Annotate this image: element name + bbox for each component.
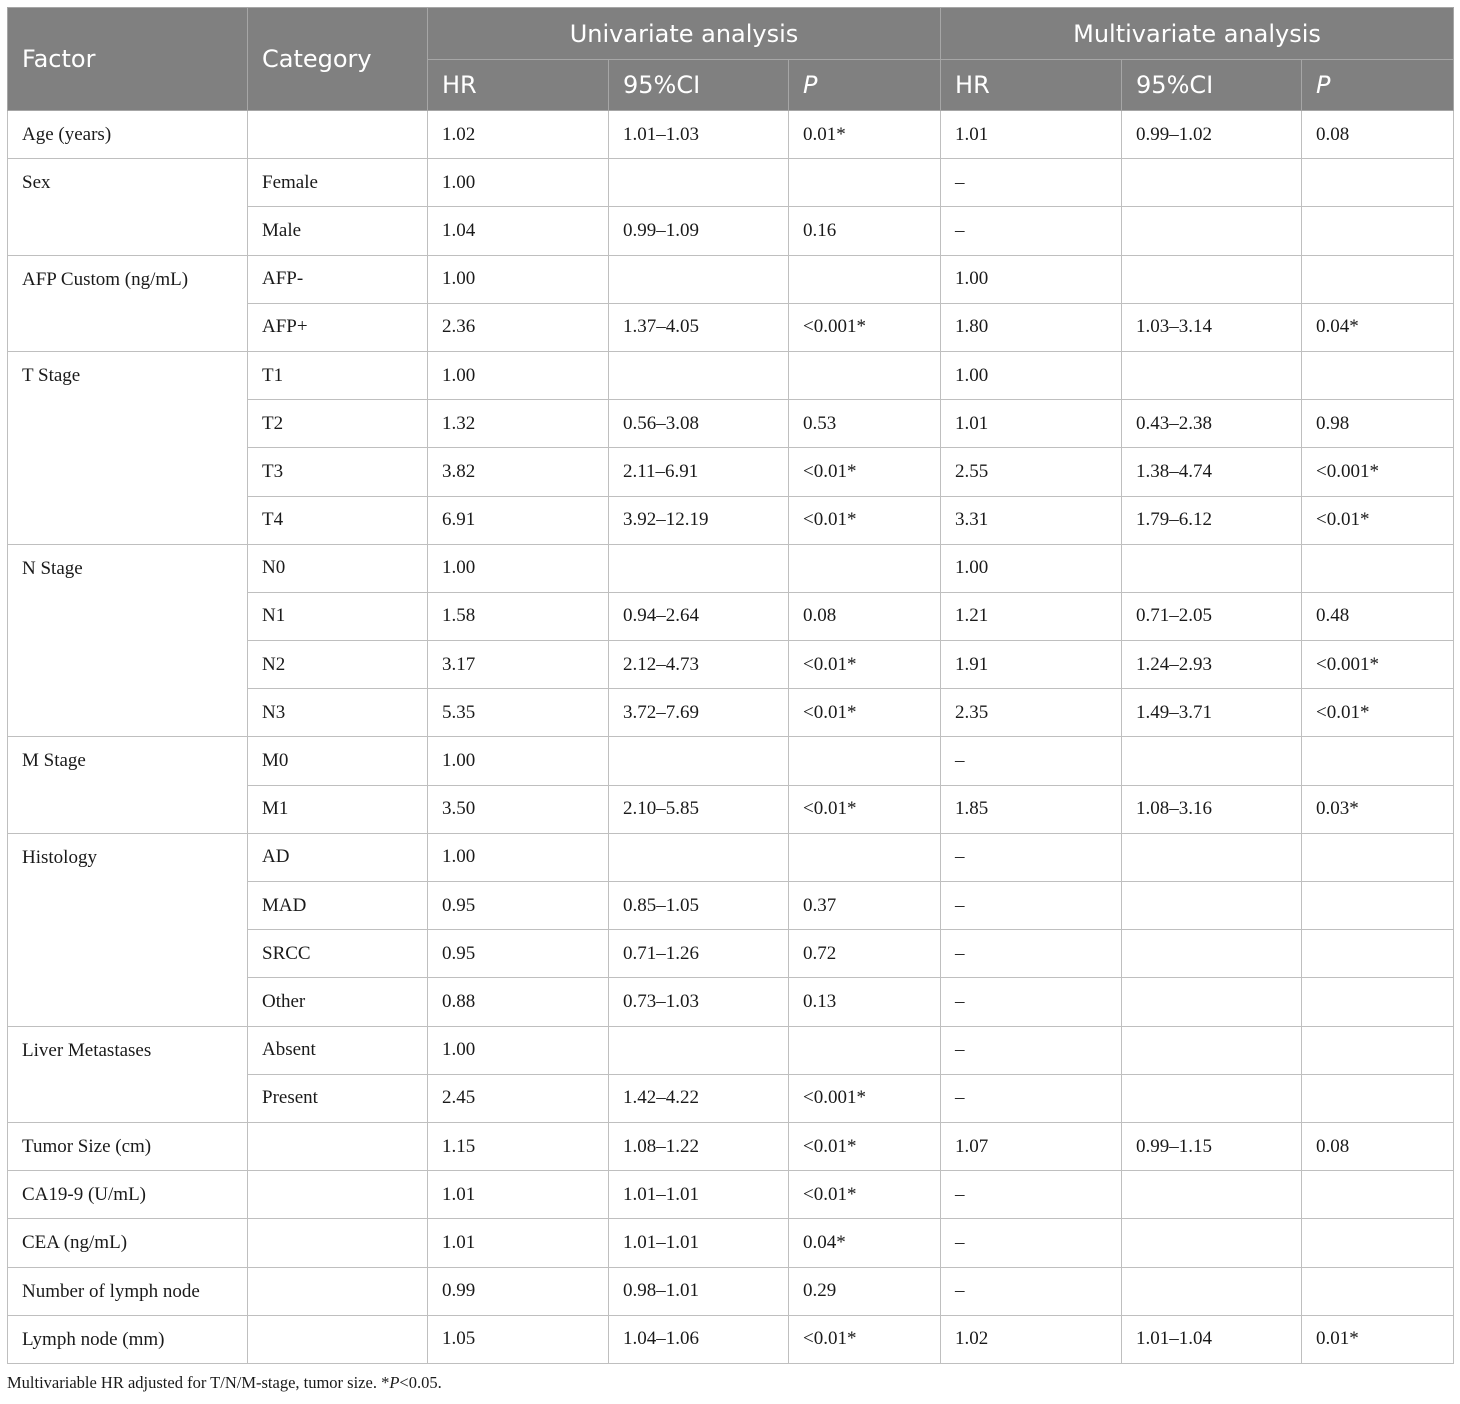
category-cell: AFP- — [248, 255, 428, 303]
category-cell: Male — [248, 207, 428, 255]
univariate-ci-cell — [609, 351, 789, 399]
univariate-ci-cell: 3.72–7.69 — [609, 689, 789, 737]
table-row — [8, 737, 1454, 785]
multivariate-ci-cell — [1122, 207, 1302, 255]
category-cell: T3 — [248, 448, 428, 496]
multivariate-p-cell — [1302, 1267, 1454, 1315]
multivariate-hr-cell: – — [941, 1219, 1122, 1267]
multivariate-hr-cell: 1.21 — [941, 592, 1122, 640]
multivariate-hr-cell: 1.00 — [941, 255, 1122, 303]
multivariate-p-cell: 0.98 — [1302, 400, 1454, 448]
multivariate-p-cell: <0.001* — [1302, 641, 1454, 689]
multivariate-p-cell: <0.01* — [1302, 689, 1454, 737]
category-cell: Absent — [248, 1026, 428, 1074]
category-cell: M0 — [248, 737, 428, 785]
table-header — [8, 8, 1454, 111]
univariate-ci-cell: 0.56–3.08 — [609, 400, 789, 448]
header-multivariate-ci: 95%CI — [1122, 60, 1302, 111]
univariate-ci-cell — [609, 255, 789, 303]
univariate-hr-cell: 2.36 — [428, 303, 609, 351]
header-univariate-ci: 95%CI — [609, 60, 789, 111]
univariate-hr-cell: 1.00 — [428, 255, 609, 303]
multivariate-hr-cell: 1.01 — [941, 400, 1122, 448]
multivariate-ci-cell — [1122, 255, 1302, 303]
multivariate-hr-cell: 1.00 — [941, 544, 1122, 592]
univariate-p-cell: <0.01* — [789, 1171, 941, 1219]
multivariate-ci-cell: 0.99–1.15 — [1122, 1122, 1302, 1170]
multivariate-ci-cell — [1122, 737, 1302, 785]
univariate-hr-cell: 0.95 — [428, 882, 609, 930]
factor-cell: Sex — [8, 159, 248, 255]
univariate-p-cell: <0.01* — [789, 1122, 941, 1170]
table-row — [8, 1122, 1454, 1170]
multivariate-hr-cell: 1.02 — [941, 1315, 1122, 1363]
footnote-p-symbol: P — [389, 1373, 400, 1392]
univariate-p-cell — [789, 833, 941, 881]
multivariate-hr-cell: 3.31 — [941, 496, 1122, 544]
univariate-p-cell: 0.29 — [789, 1267, 941, 1315]
multivariate-hr-cell: – — [941, 1074, 1122, 1122]
category-cell: T2 — [248, 400, 428, 448]
univariate-ci-cell: 2.11–6.91 — [609, 448, 789, 496]
header-multivariate: Multivariate analysis — [941, 8, 1454, 60]
univariate-hr-cell: 1.32 — [428, 400, 609, 448]
table-row — [8, 1219, 1454, 1267]
univariate-hr-cell: 2.45 — [428, 1074, 609, 1122]
multivariate-hr-cell: – — [941, 1267, 1122, 1315]
category-cell: AD — [248, 833, 428, 881]
category-cell: N3 — [248, 689, 428, 737]
univariate-hr-cell: 1.00 — [428, 159, 609, 207]
multivariate-p-cell — [1302, 207, 1454, 255]
univariate-ci-cell: 2.10–5.85 — [609, 785, 789, 833]
univariate-p-cell: 0.08 — [789, 592, 941, 640]
univariate-p-cell — [789, 351, 941, 399]
header-univariate-p: P — [789, 60, 941, 111]
univariate-ci-cell: 0.99–1.09 — [609, 207, 789, 255]
univariate-hr-cell: 1.05 — [428, 1315, 609, 1363]
multivariate-hr-cell: – — [941, 978, 1122, 1026]
category-cell — [248, 111, 428, 159]
factor-cell: T Stage — [8, 351, 248, 544]
multivariate-p-cell — [1302, 255, 1454, 303]
category-cell: SRCC — [248, 930, 428, 978]
univariate-hr-cell: 1.00 — [428, 833, 609, 881]
univariate-p-cell: <0.001* — [789, 1074, 941, 1122]
univariate-hr-cell: 6.91 — [428, 496, 609, 544]
univariate-p-cell: <0.01* — [789, 641, 941, 689]
table-row — [8, 111, 1454, 159]
univariate-ci-cell: 1.37–4.05 — [609, 303, 789, 351]
factor-cell: Liver Metastases — [8, 1026, 248, 1122]
multivariate-ci-cell — [1122, 351, 1302, 399]
category-cell: N0 — [248, 544, 428, 592]
univariate-hr-cell: 1.04 — [428, 207, 609, 255]
univariate-ci-cell: 1.01–1.01 — [609, 1171, 789, 1219]
multivariate-p-cell — [1302, 930, 1454, 978]
multivariate-hr-cell: 1.80 — [941, 303, 1122, 351]
multivariate-ci-cell — [1122, 978, 1302, 1026]
category-cell — [248, 1219, 428, 1267]
factor-cell: M Stage — [8, 737, 248, 833]
multivariate-hr-cell: 1.00 — [941, 351, 1122, 399]
multivariate-ci-cell: 1.24–2.93 — [1122, 641, 1302, 689]
univariate-hr-cell: 3.50 — [428, 785, 609, 833]
header-category: Category — [248, 8, 428, 111]
multivariate-ci-cell: 1.01–1.04 — [1122, 1315, 1302, 1363]
multivariate-p-cell — [1302, 833, 1454, 881]
univariate-p-cell: <0.001* — [789, 303, 941, 351]
factor-cell: AFP Custom (ng/mL) — [8, 255, 248, 351]
category-cell — [248, 1122, 428, 1170]
univariate-p-cell: 0.72 — [789, 930, 941, 978]
multivariate-ci-cell: 1.38–4.74 — [1122, 448, 1302, 496]
header-factor: Factor — [8, 8, 248, 111]
multivariate-p-cell: 0.48 — [1302, 592, 1454, 640]
category-cell — [248, 1315, 428, 1363]
multivariate-hr-cell: – — [941, 159, 1122, 207]
category-cell: Present — [248, 1074, 428, 1122]
multivariate-p-cell — [1302, 1219, 1454, 1267]
category-cell: AFP+ — [248, 303, 428, 351]
factor-cell: Tumor Size (cm) — [8, 1122, 248, 1170]
multivariate-hr-cell: 1.07 — [941, 1122, 1122, 1170]
univariate-ci-cell: 1.01–1.01 — [609, 1219, 789, 1267]
univariate-hr-cell: 0.88 — [428, 978, 609, 1026]
multivariate-p-cell: 0.08 — [1302, 1122, 1454, 1170]
header-multivariate-p: P — [1302, 60, 1454, 111]
multivariate-hr-cell: – — [941, 930, 1122, 978]
table-footnote — [7, 1373, 442, 1393]
footnote-threshold: <0.05. — [399, 1373, 442, 1392]
univariate-hr-cell: 1.00 — [428, 1026, 609, 1074]
univariate-p-cell: <0.01* — [789, 448, 941, 496]
univariate-p-cell — [789, 544, 941, 592]
univariate-p-cell: 0.16 — [789, 207, 941, 255]
table-row — [8, 351, 1454, 399]
univariate-hr-cell: 5.35 — [428, 689, 609, 737]
multivariate-p-cell — [1302, 1074, 1454, 1122]
multivariate-ci-cell — [1122, 1219, 1302, 1267]
univariate-hr-cell: 3.82 — [428, 448, 609, 496]
univariate-p-cell: <0.01* — [789, 785, 941, 833]
multivariate-ci-cell — [1122, 1026, 1302, 1074]
multivariate-ci-cell — [1122, 833, 1302, 881]
univariate-ci-cell: 0.71–1.26 — [609, 930, 789, 978]
category-cell — [248, 1171, 428, 1219]
category-cell: MAD — [248, 882, 428, 930]
univariate-p-cell: 0.13 — [789, 978, 941, 1026]
univariate-ci-cell: 1.08–1.22 — [609, 1122, 789, 1170]
category-cell — [248, 1267, 428, 1315]
footnote-text: Multivariable HR adjusted for T/N/M-stage, tumor size. * — [7, 1373, 390, 1392]
table-row — [8, 544, 1454, 592]
univariate-p-cell — [789, 1026, 941, 1074]
multivariate-ci-cell — [1122, 544, 1302, 592]
multivariate-ci-cell: 0.99–1.02 — [1122, 111, 1302, 159]
multivariate-ci-cell — [1122, 882, 1302, 930]
multivariate-ci-cell — [1122, 159, 1302, 207]
multivariate-ci-cell — [1122, 1171, 1302, 1219]
univariate-hr-cell: 1.00 — [428, 351, 609, 399]
univariate-hr-cell: 1.15 — [428, 1122, 609, 1170]
multivariate-ci-cell — [1122, 1267, 1302, 1315]
factor-cell: N Stage — [8, 544, 248, 737]
univariate-ci-cell: 1.01–1.03 — [609, 111, 789, 159]
multivariate-hr-cell: 1.01 — [941, 111, 1122, 159]
category-cell: N2 — [248, 641, 428, 689]
table-body — [8, 111, 1454, 1364]
table-row — [8, 159, 1454, 207]
univariate-p-cell: <0.01* — [789, 1315, 941, 1363]
univariate-ci-cell: 1.42–4.22 — [609, 1074, 789, 1122]
multivariate-p-cell — [1302, 544, 1454, 592]
table-row — [8, 255, 1454, 303]
univariate-ci-cell — [609, 544, 789, 592]
multivariate-p-cell — [1302, 351, 1454, 399]
univariate-ci-cell: 0.98–1.01 — [609, 1267, 789, 1315]
factor-cell: Lymph node (mm) — [8, 1315, 248, 1363]
multivariate-ci-cell: 1.49–3.71 — [1122, 689, 1302, 737]
header-univariate: Univariate analysis — [428, 8, 941, 60]
univariate-p-cell: <0.01* — [789, 689, 941, 737]
multivariate-hr-cell: 1.85 — [941, 785, 1122, 833]
multivariate-hr-cell: – — [941, 1026, 1122, 1074]
univariate-hr-cell: 3.17 — [428, 641, 609, 689]
table-row — [8, 1315, 1454, 1363]
multivariate-ci-cell — [1122, 1074, 1302, 1122]
multivariate-p-cell: 0.03* — [1302, 785, 1454, 833]
multivariate-p-cell: 0.04* — [1302, 303, 1454, 351]
multivariate-hr-cell: – — [941, 207, 1122, 255]
category-cell: T1 — [248, 351, 428, 399]
category-cell: Other — [248, 978, 428, 1026]
univariate-p-cell — [789, 255, 941, 303]
multivariate-ci-cell: 0.71–2.05 — [1122, 592, 1302, 640]
category-cell: N1 — [248, 592, 428, 640]
multivariate-hr-cell: 1.91 — [941, 641, 1122, 689]
univariate-hr-cell: 1.01 — [428, 1219, 609, 1267]
multivariate-p-cell: 0.01* — [1302, 1315, 1454, 1363]
header-univariate-hr: HR — [428, 60, 609, 111]
multivariate-p-cell — [1302, 159, 1454, 207]
cox-regression-table — [7, 7, 1454, 1364]
univariate-p-cell — [789, 737, 941, 785]
category-cell: M1 — [248, 785, 428, 833]
category-cell: Female — [248, 159, 428, 207]
table-row — [8, 833, 1454, 881]
multivariate-p-cell — [1302, 978, 1454, 1026]
factor-cell: CEA (ng/mL) — [8, 1219, 248, 1267]
table-row — [8, 1026, 1454, 1074]
univariate-ci-cell: 0.94–2.64 — [609, 592, 789, 640]
univariate-hr-cell: 1.58 — [428, 592, 609, 640]
table-row — [8, 1267, 1454, 1315]
univariate-ci-cell: 1.04–1.06 — [609, 1315, 789, 1363]
multivariate-ci-cell — [1122, 930, 1302, 978]
factor-cell: Number of lymph node — [8, 1267, 248, 1315]
multivariate-p-cell — [1302, 1026, 1454, 1074]
factor-cell: CA19-9 (U/mL) — [8, 1171, 248, 1219]
univariate-p-cell: 0.01* — [789, 111, 941, 159]
univariate-ci-cell — [609, 159, 789, 207]
multivariate-hr-cell: – — [941, 1171, 1122, 1219]
univariate-ci-cell — [609, 1026, 789, 1074]
univariate-p-cell: 0.53 — [789, 400, 941, 448]
multivariate-p-cell: 0.08 — [1302, 111, 1454, 159]
univariate-p-cell: 0.04* — [789, 1219, 941, 1267]
category-cell: T4 — [248, 496, 428, 544]
univariate-ci-cell: 0.73–1.03 — [609, 978, 789, 1026]
factor-cell: Age (years) — [8, 111, 248, 159]
univariate-hr-cell: 1.00 — [428, 737, 609, 785]
multivariate-hr-cell: 2.55 — [941, 448, 1122, 496]
multivariate-ci-cell: 1.03–3.14 — [1122, 303, 1302, 351]
multivariate-p-cell — [1302, 882, 1454, 930]
multivariate-p-cell — [1302, 1171, 1454, 1219]
results-table-container — [7, 7, 1453, 1364]
multivariate-p-cell — [1302, 737, 1454, 785]
factor-cell: Histology — [8, 833, 248, 1026]
univariate-ci-cell — [609, 833, 789, 881]
multivariate-hr-cell: – — [941, 737, 1122, 785]
multivariate-hr-cell: 2.35 — [941, 689, 1122, 737]
univariate-ci-cell: 0.85–1.05 — [609, 882, 789, 930]
univariate-ci-cell: 3.92–12.19 — [609, 496, 789, 544]
table-row — [8, 1171, 1454, 1219]
multivariate-p-cell: <0.01* — [1302, 496, 1454, 544]
univariate-hr-cell: 0.95 — [428, 930, 609, 978]
multivariate-ci-cell: 1.08–3.16 — [1122, 785, 1302, 833]
multivariate-hr-cell: – — [941, 833, 1122, 881]
univariate-ci-cell — [609, 737, 789, 785]
univariate-p-cell: <0.01* — [789, 496, 941, 544]
univariate-hr-cell: 0.99 — [428, 1267, 609, 1315]
univariate-hr-cell: 1.00 — [428, 544, 609, 592]
univariate-ci-cell: 2.12–4.73 — [609, 641, 789, 689]
header-multivariate-hr: HR — [941, 60, 1122, 111]
univariate-hr-cell: 1.02 — [428, 111, 609, 159]
univariate-p-cell — [789, 159, 941, 207]
multivariate-hr-cell: – — [941, 882, 1122, 930]
multivariate-ci-cell: 1.79–6.12 — [1122, 496, 1302, 544]
univariate-p-cell: 0.37 — [789, 882, 941, 930]
multivariate-ci-cell: 0.43–2.38 — [1122, 400, 1302, 448]
multivariate-p-cell: <0.001* — [1302, 448, 1454, 496]
univariate-hr-cell: 1.01 — [428, 1171, 609, 1219]
